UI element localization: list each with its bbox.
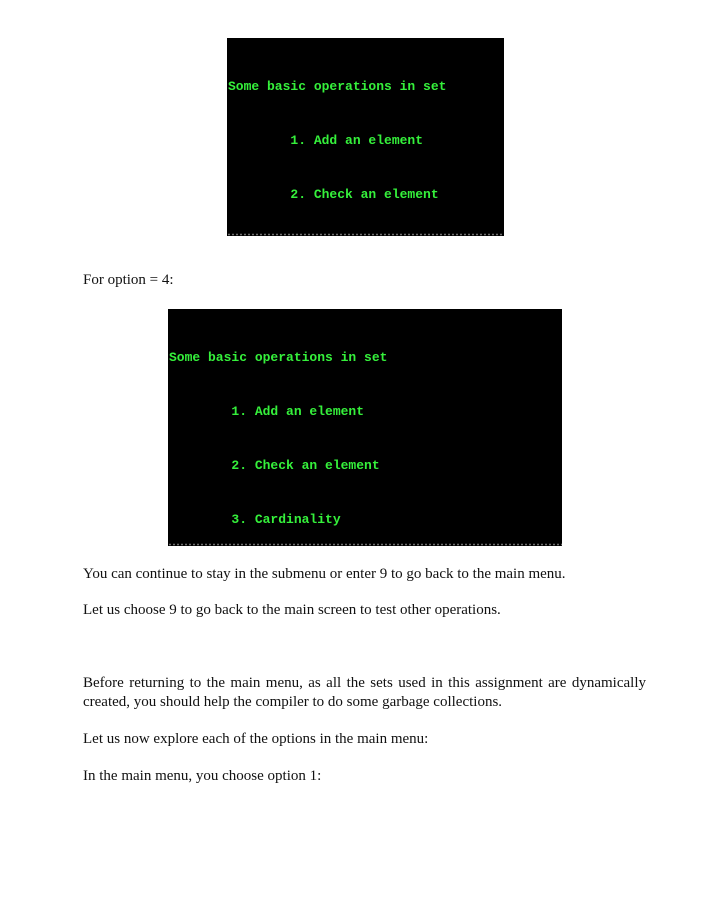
console-dotted-border [168,543,562,546]
console-line: 1. Add an element [228,133,424,148]
paragraph-explore-options: Let us now explore each of the options in the main menu: [83,731,429,747]
console-line: 2. Check an element [169,458,380,473]
paragraph-continue-submenu: You can continue to stay in the submenu or enter 9 to go back to the main menu. [83,566,566,582]
console-line: Some basic operations in set [228,79,447,94]
console-screenshot-option-3 [227,38,504,236]
console-line: Some basic operations in set [169,350,388,365]
caption-option-4: For option = 4: [83,272,174,288]
console-dotted-border [227,233,504,236]
paragraph-choose-9: Let us choose 9 to go back to the main screen to test other operations. [83,602,501,618]
console-line: 2. Check an element [228,187,439,202]
paragraph-option-1: In the main menu, you choose option 1: [83,768,322,784]
console-line: 3. Cardinality [169,512,341,527]
console-line: 1. Add an element [169,404,365,419]
console-screenshot-option-4 [168,309,562,546]
paragraph-garbage-collection: Before returning to the main menu, as all the sets used in this assignment are dynamically created, you should help the compiler to do some garbage collections. [83,675,646,710]
